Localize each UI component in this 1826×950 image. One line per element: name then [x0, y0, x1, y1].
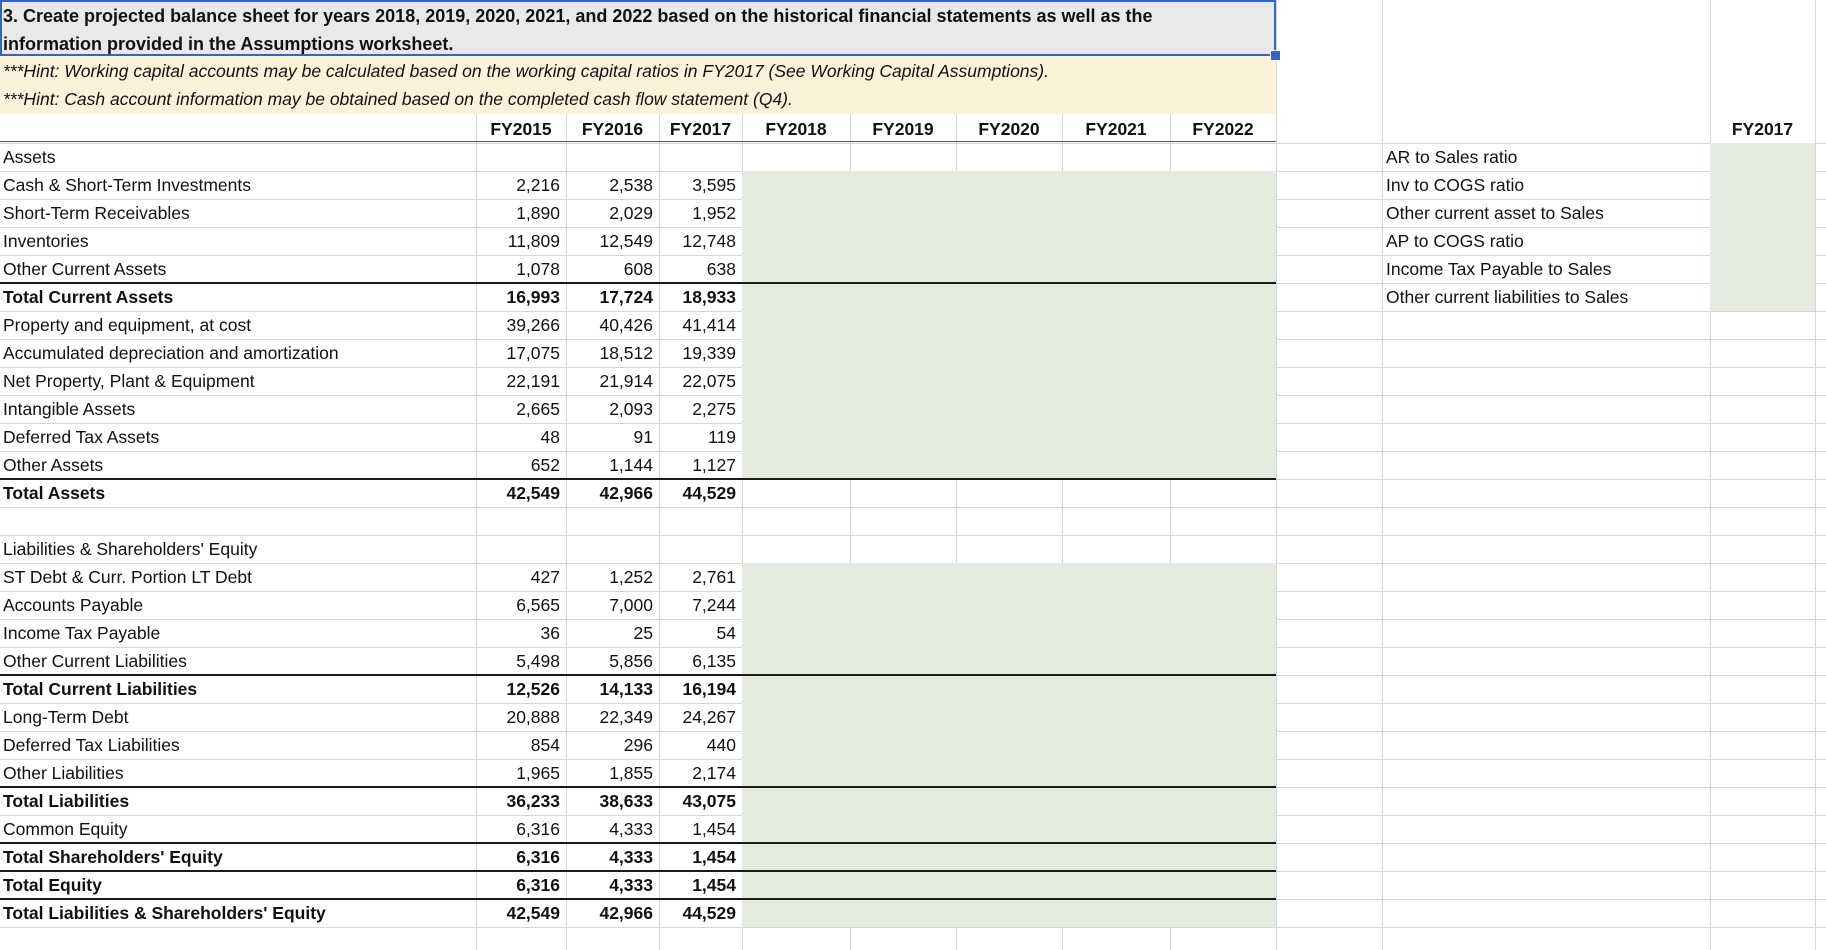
liability-row-value[interactable]: 20,888 [506, 707, 560, 727]
asset-row-value[interactable]: 91 [633, 427, 653, 447]
ratio-label: Inv to COGS ratio [1386, 175, 1525, 195]
column-header-fy2018: FY2018 [765, 119, 827, 139]
asset-row-label: Accumulated depreciation and amortization [3, 343, 339, 363]
grid-hline [0, 143, 1826, 144]
liability-row-value[interactable]: 54 [716, 623, 736, 643]
ratio-label: Other current asset to Sales [1386, 203, 1604, 223]
liability-row-value[interactable]: 6,316 [516, 847, 560, 867]
liability-row-value[interactable]: 14,133 [599, 679, 653, 699]
asset-row-value[interactable]: 2,275 [692, 399, 736, 419]
liability-row-value[interactable]: 4,333 [609, 875, 653, 895]
liability-row-value[interactable]: 1,252 [609, 567, 653, 587]
column-header-fy2019: FY2019 [872, 119, 934, 139]
column-header-fy2020: FY2020 [978, 119, 1040, 139]
total-rule [0, 870, 1276, 872]
total-rule [0, 674, 1276, 676]
liability-row-label: Total Current Liabilities [3, 679, 198, 699]
asset-row-label: Intangible Assets [3, 399, 136, 419]
liability-row-value[interactable]: 2,174 [692, 763, 736, 783]
column-header-fy2016: FY2016 [581, 119, 644, 139]
asset-row-value[interactable]: 17,724 [599, 287, 653, 307]
grid-hline [0, 507, 1826, 508]
liability-row-value[interactable]: 16,194 [682, 679, 736, 699]
asset-row-label: Inventories [3, 231, 89, 251]
asset-row-value[interactable]: 11,809 [507, 231, 560, 251]
asset-row-value[interactable]: 1,890 [516, 203, 560, 223]
liability-row-value[interactable]: 1,454 [692, 847, 736, 867]
liability-row-value[interactable]: 24,267 [682, 707, 736, 727]
asset-row-label: Deferred Tax Assets [3, 427, 160, 447]
asset-row-value[interactable]: 3,595 [692, 175, 736, 195]
liability-row-label: Total Liabilities [3, 791, 130, 811]
liability-row-value[interactable]: 22,349 [599, 707, 653, 727]
asset-row-value[interactable]: 17,075 [506, 343, 560, 363]
grid-hline [0, 927, 1826, 928]
asset-row-label: Other Assets [3, 455, 104, 475]
liability-row-label: Total Shareholders' Equity [3, 847, 223, 867]
liability-row-label: Total Liabilities & Shareholders' Equity [3, 903, 326, 923]
asset-row-value[interactable]: 1,952 [692, 203, 736, 223]
liability-row-value[interactable]: 7,000 [609, 595, 653, 615]
liability-row-value[interactable]: 25 [633, 623, 653, 643]
asset-row-value[interactable]: 18,933 [682, 287, 736, 307]
asset-row-label: Property and equipment, at cost [3, 315, 252, 335]
column-header-fy2017: FY2017 [669, 119, 732, 139]
asset-row-value[interactable]: 12,748 [682, 231, 736, 251]
liability-row-value[interactable]: 43,075 [682, 791, 736, 811]
asset-row-value[interactable]: 22,191 [506, 371, 560, 391]
liability-row-label: Deferred Tax Liabilities [3, 735, 180, 755]
liability-row-value[interactable]: 427 [530, 567, 560, 587]
asset-row-value[interactable]: 18,512 [599, 343, 653, 363]
asset-row-value[interactable]: 1,127 [692, 455, 736, 475]
asset-row-value[interactable]: 44,529 [682, 483, 736, 503]
asset-row-value[interactable]: 638 [706, 259, 736, 279]
asset-row-value[interactable]: 2,216 [516, 175, 560, 195]
ratio-label: AR to Sales ratio [1386, 147, 1518, 167]
liability-row-value[interactable]: 12,526 [506, 679, 560, 699]
liability-row-value[interactable]: 1,454 [692, 819, 736, 839]
liability-row-label: ST Debt & Curr. Portion LT Debt [3, 567, 252, 587]
asset-row-value[interactable]: 21,914 [599, 371, 653, 391]
liability-row-value[interactable]: 38,633 [599, 791, 653, 811]
total-rule [0, 478, 1276, 480]
projection-input-area-assets[interactable] [742, 171, 1276, 479]
header-rule [0, 141, 1276, 142]
asset-row-value[interactable]: 1,078 [516, 259, 560, 279]
liabilities-section-header: Liabilities & Shareholders' Equity [3, 539, 258, 559]
asset-row-value[interactable]: 608 [623, 259, 653, 279]
asset-row-value[interactable]: 16,993 [506, 287, 560, 307]
liability-row-value[interactable]: 4,333 [609, 847, 653, 867]
asset-row-value[interactable]: 2,029 [609, 203, 653, 223]
ratio-label: AP to COGS ratio [1386, 231, 1524, 251]
ratio-column-header: FY2017 [1731, 119, 1794, 139]
hint-line-1: ***Hint: Working capital accounts may be calculated based on the working capital ratios in FY2017 (See Working Capital Assumptions). [3, 61, 1049, 81]
instruction-title-line-1: 3. Create projected balance sheet for years 2018, 2019, 2020, 2021, and 2022 based on the historical financial statements as well as the [3, 6, 1153, 26]
total-rule [0, 842, 1276, 844]
total-rule [0, 282, 1276, 284]
liability-row-value[interactable]: 854 [530, 735, 560, 755]
grid-hline [0, 535, 1826, 536]
asset-row-value[interactable]: 42,966 [599, 483, 653, 503]
asset-row-value[interactable]: 2,538 [609, 175, 653, 195]
total-rule [0, 898, 1276, 900]
asset-row-value[interactable]: 2,665 [516, 399, 560, 419]
liability-row-label: Common Equity [3, 819, 128, 839]
ratio-input-area[interactable] [1710, 143, 1815, 311]
asset-row-label: Short-Term Receivables [3, 203, 190, 223]
liability-row-value[interactable]: 42,549 [506, 903, 560, 923]
ratio-label: Other current liabilities to Sales [1386, 287, 1629, 307]
liability-row-value[interactable]: 6,565 [516, 595, 560, 615]
liability-row-label: Long-Term Debt [3, 707, 129, 727]
column-header-fy2021: FY2021 [1085, 119, 1147, 139]
projection-input-area-liabilities[interactable] [742, 563, 1276, 927]
asset-row-value[interactable]: 19,339 [682, 343, 736, 363]
liability-row-value[interactable]: 6,316 [516, 875, 560, 895]
asset-row-value[interactable]: 1,144 [609, 455, 653, 475]
asset-row-value[interactable]: 2,093 [609, 399, 653, 419]
liability-row-value[interactable]: 5,498 [516, 651, 560, 671]
hint-line-2: ***Hint: Cash account information may be obtained based on the completed cash flow statement (Q4). [3, 89, 793, 109]
column-header-fy2015: FY2015 [490, 119, 552, 139]
liability-row-value[interactable]: 2,761 [692, 567, 736, 587]
liability-row-value[interactable]: 1,965 [516, 763, 560, 783]
liability-row-value[interactable]: 5,856 [609, 651, 653, 671]
liability-row-value[interactable]: 6,316 [516, 819, 560, 839]
asset-row-label: Cash & Short-Term Investments [3, 175, 251, 195]
liability-row-label: Other Liabilities [3, 763, 124, 783]
asset-row-value[interactable]: 42,549 [506, 483, 560, 503]
column-header-fy2022: FY2022 [1192, 119, 1254, 139]
liability-row-value[interactable]: 296 [623, 735, 653, 755]
instruction-title-line-2: information provided in the Assumptions worksheet. [3, 34, 454, 54]
liability-row-label: Income Tax Payable [3, 623, 161, 643]
liability-row-value[interactable]: 36 [540, 623, 560, 643]
asset-row-value[interactable]: 22,075 [682, 371, 736, 391]
ratio-label: Income Tax Payable to Sales [1386, 259, 1612, 279]
liability-row-label: Accounts Payable [3, 595, 144, 615]
liability-row-value[interactable]: 1,454 [692, 875, 736, 895]
assets-section-header: Assets [3, 147, 56, 167]
liability-row-value[interactable]: 36,233 [506, 791, 560, 811]
asset-row-value[interactable]: 119 [708, 427, 736, 447]
asset-row-label: Other Current Assets [3, 259, 167, 279]
liability-row-value[interactable]: 42,966 [599, 903, 653, 923]
asset-row-value[interactable]: 41,414 [682, 315, 736, 335]
asset-row-value[interactable]: 12,549 [599, 231, 653, 251]
asset-row-value[interactable]: 652 [530, 455, 560, 475]
asset-row-value[interactable]: 40,426 [599, 315, 653, 335]
liability-row-label: Other Current Liabilities [3, 651, 187, 671]
liability-row-value[interactable]: 1,855 [609, 763, 653, 783]
asset-row-label: Total Current Assets [3, 287, 174, 307]
asset-row-label: Total Assets [3, 483, 106, 503]
asset-row-label: Net Property, Plant & Equipment [3, 371, 255, 391]
total-rule [0, 786, 1276, 788]
selection-fill-handle[interactable] [1270, 50, 1281, 61]
liability-row-value[interactable]: 7,244 [692, 595, 736, 615]
liability-row-value[interactable]: 440 [706, 735, 736, 755]
liability-row-label: Total Equity [3, 875, 102, 895]
liability-row-value[interactable]: 44,529 [682, 903, 736, 923]
asset-row-value[interactable]: 48 [540, 427, 560, 447]
asset-row-value[interactable]: 39,266 [506, 315, 560, 335]
liability-row-value[interactable]: 4,333 [609, 819, 653, 839]
liability-row-value[interactable]: 6,135 [692, 651, 736, 671]
